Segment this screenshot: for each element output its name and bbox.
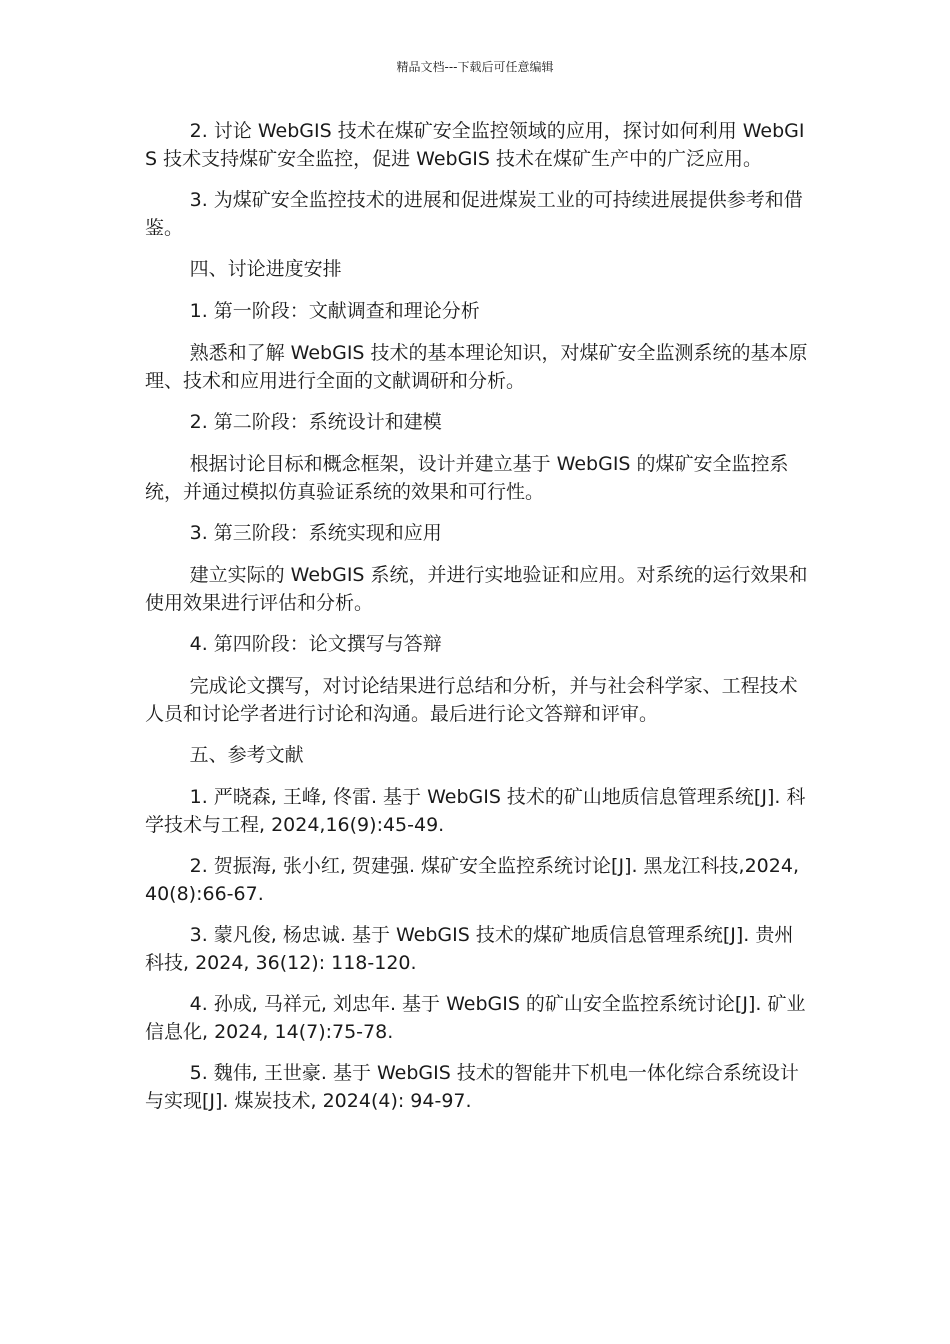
stage-2-description: 根据讨论目标和概念框架，设计并建立基于 WebGIS 的煤矿安全监控系统，并通过模拟仿真验证系统的效果和可行性。 xyxy=(145,453,789,503)
document-body xyxy=(145,117,810,1128)
stage-2-heading: 2. 第二阶段：系统设计和建模 xyxy=(189,411,442,433)
stage-3-description: 建立实际的 WebGIS 系统，并进行实地验证和应用。对系统的运行效果和使用效果进行评估和分析。 xyxy=(145,564,808,614)
reference-item-1: 1. 严晓森, 王峰, 佟雷. 基于 WebGIS 技术的矿山地质信息管理系统[J]. 科学技术与工程, 2024,16(9):45-49. xyxy=(145,786,806,836)
objective-paragraph-2: 2. 讨论 WebGIS 技术在煤矿安全监控领域的应用，探讨如何利用 WebGIS 技术支持煤矿安全监控，促进 WebGIS 技术在煤矿生产中的广泛应用。 xyxy=(145,120,805,170)
page-header: 精品文档---下载后可任意编辑 xyxy=(396,60,554,74)
reference-item-5: 5. 魏伟, 王世豪. 基于 WebGIS 技术的智能井下机电一体化综合系统设计与实现[J]. 煤炭技术, 2024(4): 94-97. xyxy=(145,1062,799,1112)
reference-item-2: 2. 贺振海, 张小红, 贺建强. 煤矿安全监控系统讨论[J]. 黑龙江科技,2024, 40(8):66-67. xyxy=(145,855,799,905)
stage-4-description: 完成论文撰写，对讨论结果进行总结和分析，并与社会科学家、工程技术人员和讨论学者进行讨论和沟通。最后进行论文答辩和评审。 xyxy=(145,675,798,725)
stage-3-heading: 3. 第三阶段：系统实现和应用 xyxy=(189,522,442,544)
section-heading-schedule: 四、讨论进度安排 xyxy=(189,258,342,280)
objective-paragraph-3: 3. 为煤矿安全监控技术的进展和促进煤炭工业的可持续进展提供参考和借鉴。 xyxy=(145,189,803,239)
reference-item-3: 3. 蒙凡俊, 杨忠诚. 基于 WebGIS 技术的煤矿地质信息管理系统[J]. 贵州科技, 2024, 36(12): 118-120. xyxy=(145,924,794,974)
section-heading-references: 五、参考文献 xyxy=(189,744,304,766)
stage-1-heading: 1. 第一阶段：文献调查和理论分析 xyxy=(189,300,480,322)
reference-item-4: 4. 孙成, 马祥元, 刘忠年. 基于 WebGIS 的矿山安全监控系统讨论[J]. 矿业信息化, 2024, 14(7):75-78. xyxy=(145,993,806,1043)
stage-4-heading: 4. 第四阶段：论文撰写与答辩 xyxy=(189,633,442,655)
stage-1-description: 熟悉和了解 WebGIS 技术的基本理论知识，对煤矿安全监测系统的基本原理、技术和应用进行全面的文献调研和分析。 xyxy=(145,342,808,392)
